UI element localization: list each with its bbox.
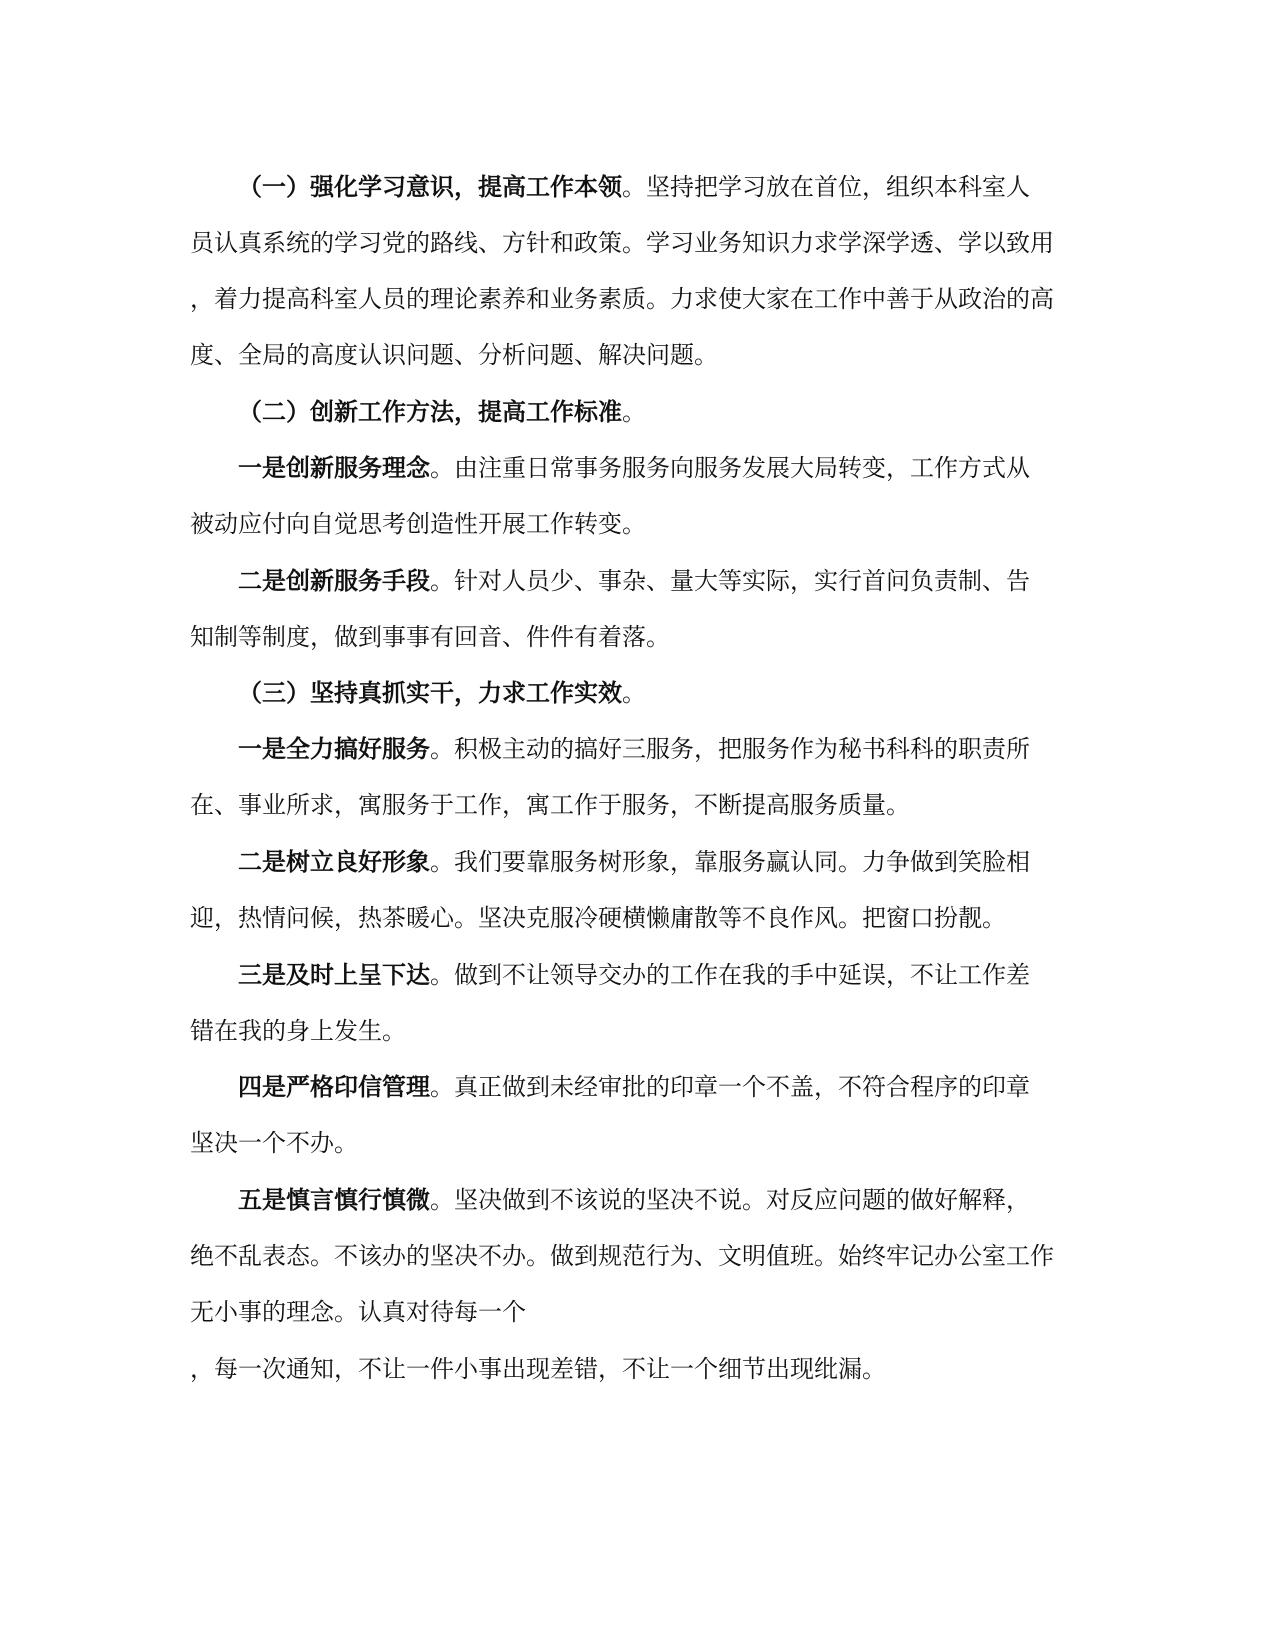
paragraph-9-line-1: [238, 1072, 1030, 1102]
paragraph-6-line-1: [238, 734, 1030, 764]
paragraph-10-line-3: 无小事的理念。认真对待每一个: [190, 1298, 526, 1326]
paragraph-10-line-2: 绝不乱表态。不该办的坚决不办。做到规范行为、文明值班。始终牢记办公室工作: [190, 1242, 1054, 1270]
section-heading-3-line: [238, 678, 646, 708]
heading-tail: 。: [622, 398, 646, 426]
paragraph-4-line-1: [238, 566, 1030, 596]
section-heading-1: （一）强化学习意识，提高工作本领: [238, 172, 622, 201]
paragraph-1-line-2: 员认真系统的学习党的路线、方针和政策。学习业务知识力求学深学透、学以致用: [190, 229, 1054, 257]
paragraph-text: 。积极主动的搞好三服务，把服务作为秘书科科的职责所: [430, 735, 1030, 763]
paragraph-text: 。做到不让领导交办的工作在我的手中延误，不让工作差: [430, 961, 1030, 989]
item-heading-image: 二是树立良好形象: [238, 847, 430, 876]
section-heading-2: （二）创新工作方法，提高工作标准: [238, 397, 622, 426]
paragraph-text: 。坚决做到不该说的坚决不说。对反应问题的做好解释，: [430, 1186, 1030, 1214]
paragraph-7-line-1: [238, 847, 1030, 877]
paragraph-10-line-4: ，每一次通知，不让一件小事出现差错，不让一个细节出现纰漏。: [190, 1355, 886, 1383]
item-heading-communication: 三是及时上呈下达: [238, 960, 430, 989]
paragraph-1-line-4: 度、全局的高度认识问题、分析问题、解决问题。: [190, 341, 718, 369]
paragraph-text: 。由注重日常事务服务向服务发展大局转变，工作方式从: [430, 454, 1030, 482]
item-heading-innovate-concept: 一是创新服务理念: [238, 453, 430, 482]
paragraph-1-line-1: [238, 172, 1030, 202]
paragraph-7-line-2: 迎，热情问候，热茶暖心。坚决克服冷硬横懒庸散等不良作风。把窗口扮靓。: [190, 904, 1006, 932]
item-heading-service: 一是全力搞好服务: [238, 734, 430, 763]
paragraph-text: 。我们要靠服务树形象，靠服务赢认同。力争做到笑脸相: [430, 848, 1030, 876]
section-heading-3: （三）坚持真抓实干，力求工作实效: [238, 678, 622, 707]
paragraph-8-line-1: [238, 960, 1030, 990]
paragraph-9-line-2: 坚决一个不办。: [190, 1129, 358, 1157]
heading-tail: 。: [622, 679, 646, 707]
item-heading-innovate-means: 二是创新服务手段: [238, 566, 430, 595]
item-heading-prudence: 五是慎言慎行慎微: [238, 1185, 430, 1214]
paragraph-text: 。真正做到未经审批的印章一个不盖，不符合程序的印章: [430, 1073, 1030, 1101]
paragraph-3-line-2: 被动应付向自觉思考创造性开展工作转变。: [190, 510, 646, 538]
paragraph-text: 。针对人员少、事杂、量大等实际，实行首问负责制、告: [430, 567, 1030, 595]
paragraph-1-line-3: ，着力提高科室人员的理论素养和业务素质。力求使大家在工作中善于从政治的高: [190, 285, 1054, 313]
paragraph-6-line-2: 在、事业所求，寓服务于工作，寓工作于服务，不断提高服务质量。: [190, 791, 910, 819]
section-heading-2-line: [238, 397, 646, 427]
paragraph-8-line-2: 错在我的身上发生。: [190, 1017, 406, 1045]
item-heading-seal: 四是严格印信管理: [238, 1072, 430, 1101]
paragraph-text: 。坚持把学习放在首位，组织本科室人: [622, 173, 1030, 201]
paragraph-4-line-2: 知制等制度，做到事事有回音、件件有着落。: [190, 623, 670, 651]
paragraph-10-line-1: [238, 1185, 1030, 1215]
paragraph-3-line-1: [238, 453, 1030, 483]
